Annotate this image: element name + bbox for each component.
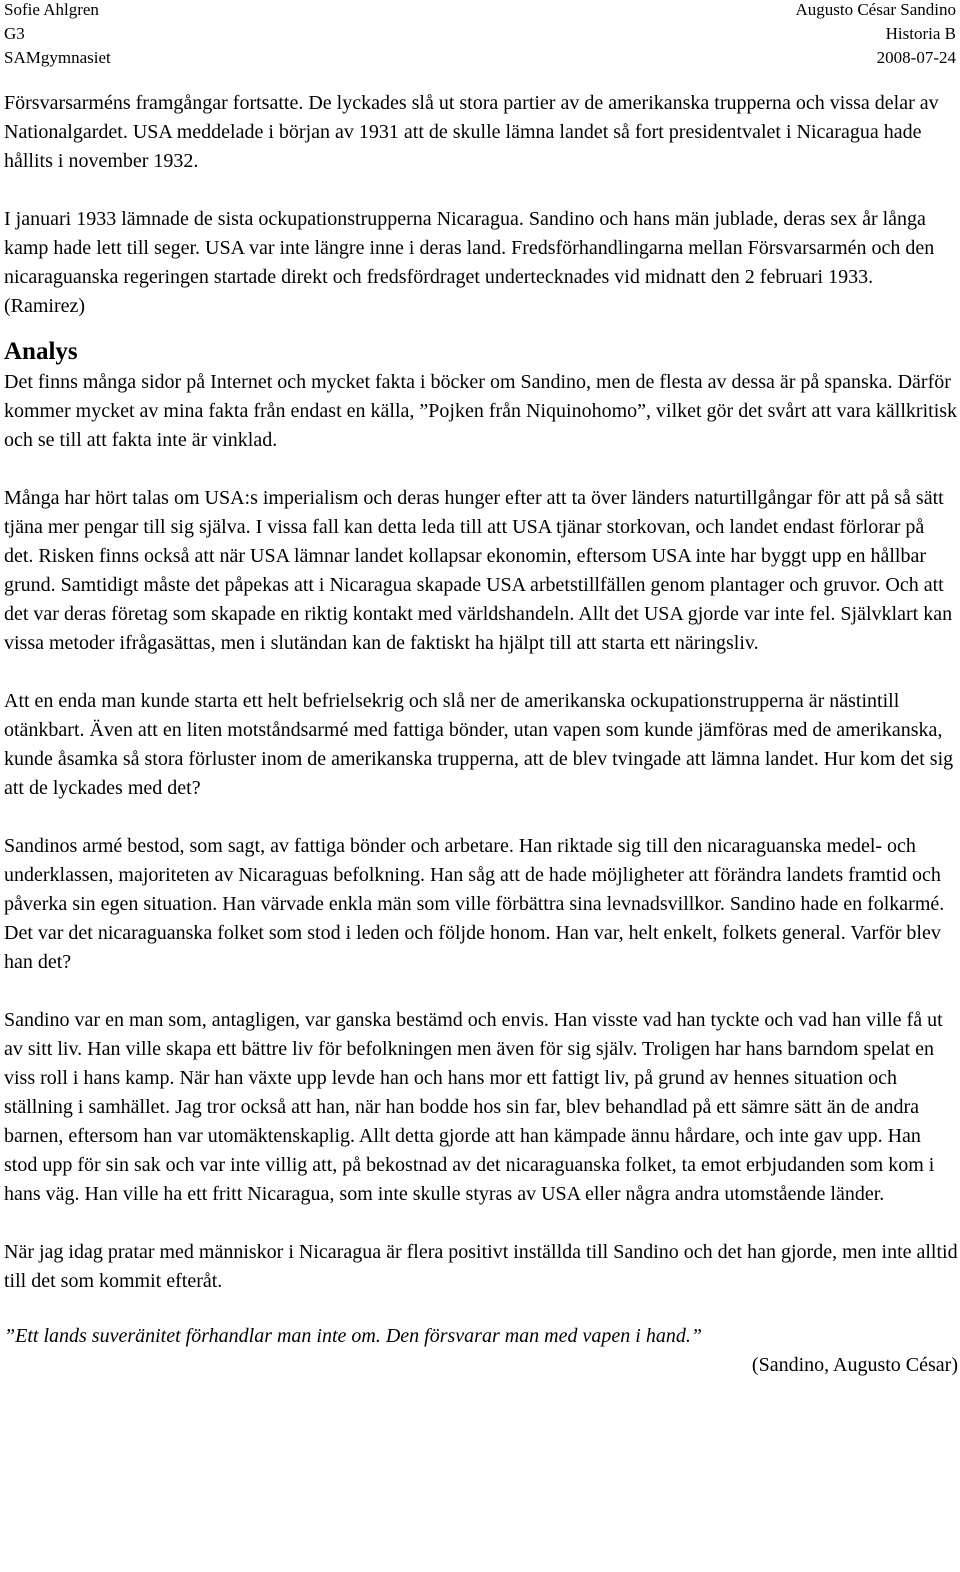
document-subject: Augusto César Sandino bbox=[795, 0, 956, 19]
author-name: Sofie Ahlgren bbox=[4, 0, 99, 19]
paragraph: Många har hört talas om USA:s imperialism och deras hunger efter att ta över länders naturtillgångar för att på så sätt tjäna mer pengar till sig själva. I vissa fall kan detta leda till att USA tjänar storkovan, och landet endast förlorar på det. Risken finns också att när USA lämnar landet kollapsar ekonomin, eftersom USA inte har byggt upp en hållbar grund. Samtidigt måste det påpekas att i Nicaragua skapade USA arbetstillfällen genom plantager och gruvor. Och att det var deras företag som skapade en riktig kontakt med världshandeln. Allt det USA gjorde var inte fel. Självklart kan vissa metoder ifrågasättas, men i slutändan kan de faktiskt ha hjälpt till att starta ett näringsliv. bbox=[4, 487, 953, 654]
paragraph: Att en enda man kunde starta ett helt befrielsekrig och slå ner de amerikanska ockupationstrupperna är nästintill otänkbart. Även att en liten motståndsarmé med fattiga bönder, utan vapen som kunde jämföras med de amerikanska, kunde åsamka så stora förluster inom de amerikanska trupperna, att de blev tvingade att lämna landet. Hur kom det sig att de lyckades med det? bbox=[4, 690, 954, 799]
course-name: Historia B bbox=[885, 24, 956, 43]
paragraph: Det finns många sidor på Internet och mycket fakta i böcker om Sandino, men de flesta av dessa är på spanska. Därför kommer mycket av mina fakta från endast en källa, ”Pojken från Niquinohomo”, vilket gör det svårt att vara källkritisk och se till att fakta inte är vinklad. bbox=[4, 371, 958, 451]
paragraph: Sandinos armé bestod, som sagt, av fattiga bönder och arbetare. Han riktade sig till den nicaraguanska medel- och underklassen, majoriteten av Nicaraguas befolkning. Han såg att de hade möjligheter att förändra landets framtid och påverka sin egen situation. Han värvade enkla män som ville förbättra sina levnadsvillkor. Sandino hade en folkarmé. Det var det nicaraguanska folket som stod i leden och följde honom. Han var, helt enkelt, folkets general. Varför blev han det? bbox=[4, 835, 945, 973]
header-left bbox=[4, 0, 111, 70]
document-body bbox=[4, 89, 958, 1380]
section-heading-analys: Analys bbox=[4, 338, 78, 365]
paragraph: Försvarsarméns framgångar fortsatte. De lyckades slå ut stora partier av de amerikanska trupperna och vissa delar av Nationalgardet. USA meddelade i början av 1931 att de skulle lämna landet så fort presidentvalet i Nicaragua hade hållits i november 1932. bbox=[4, 92, 939, 172]
class-name: G3 bbox=[4, 24, 25, 43]
quote-text: ”Ett lands suveränitet förhandlar man inte om. Den försvarar man med vapen i hand.” bbox=[4, 1325, 702, 1347]
school-name: SAMgymnasiet bbox=[4, 48, 111, 67]
document-date: 2008-07-24 bbox=[876, 48, 956, 67]
quote-attribution: (Sandino, Augusto César) bbox=[751, 1354, 958, 1376]
paragraph: I januari 1933 lämnade de sista ockupationstrupperna Nicaragua. Sandino och hans män jublade, deras sex år långa kamp hade lett till seger. USA var inte längre inne i deras land. Fredsförhandlingarna mellan Försvarsarmén och den nicaraguanska regeringen startade direkt och fredsfördraget undertecknades vid midnatt den 2 februari 1933. (Ramirez) bbox=[4, 208, 935, 317]
header-right bbox=[795, 0, 956, 70]
paragraph: När jag idag pratar med människor i Nicaragua är flera positivt inställda till Sandino och det han gjorde, men inte alltid till det som kommit efteråt. bbox=[4, 1241, 958, 1292]
paragraph: Sandino var en man som, antagligen, var ganska bestämd och envis. Han visste vad han tyckte och vad han ville få ut av sitt liv. Han ville skapa ett bättre liv för befolkningen men även för sig själv. Troligen har hans barndom spelat en viss roll i hans kamp. När han växte upp levde han och hans mor ett fattigt liv, på grund av hennes situation och ställning i samhället. Jag tror också att han, när han bodde hos sin far, blev behandlad på ett sämre sätt än de andra barnen, eftersom han var utomäktenskaplig. Allt detta gjorde att han kämpade ännu hårdare, och inte gav upp. Han stod upp för sin sak och var inte villig att, på bekostnad av det nicaraguanska folket, ta emot erbjudanden som kom i hans väg. Han ville ha ett fritt Nicaragua, som inte skulle styras av USA eller några andra utomstående länder. bbox=[4, 1009, 943, 1205]
